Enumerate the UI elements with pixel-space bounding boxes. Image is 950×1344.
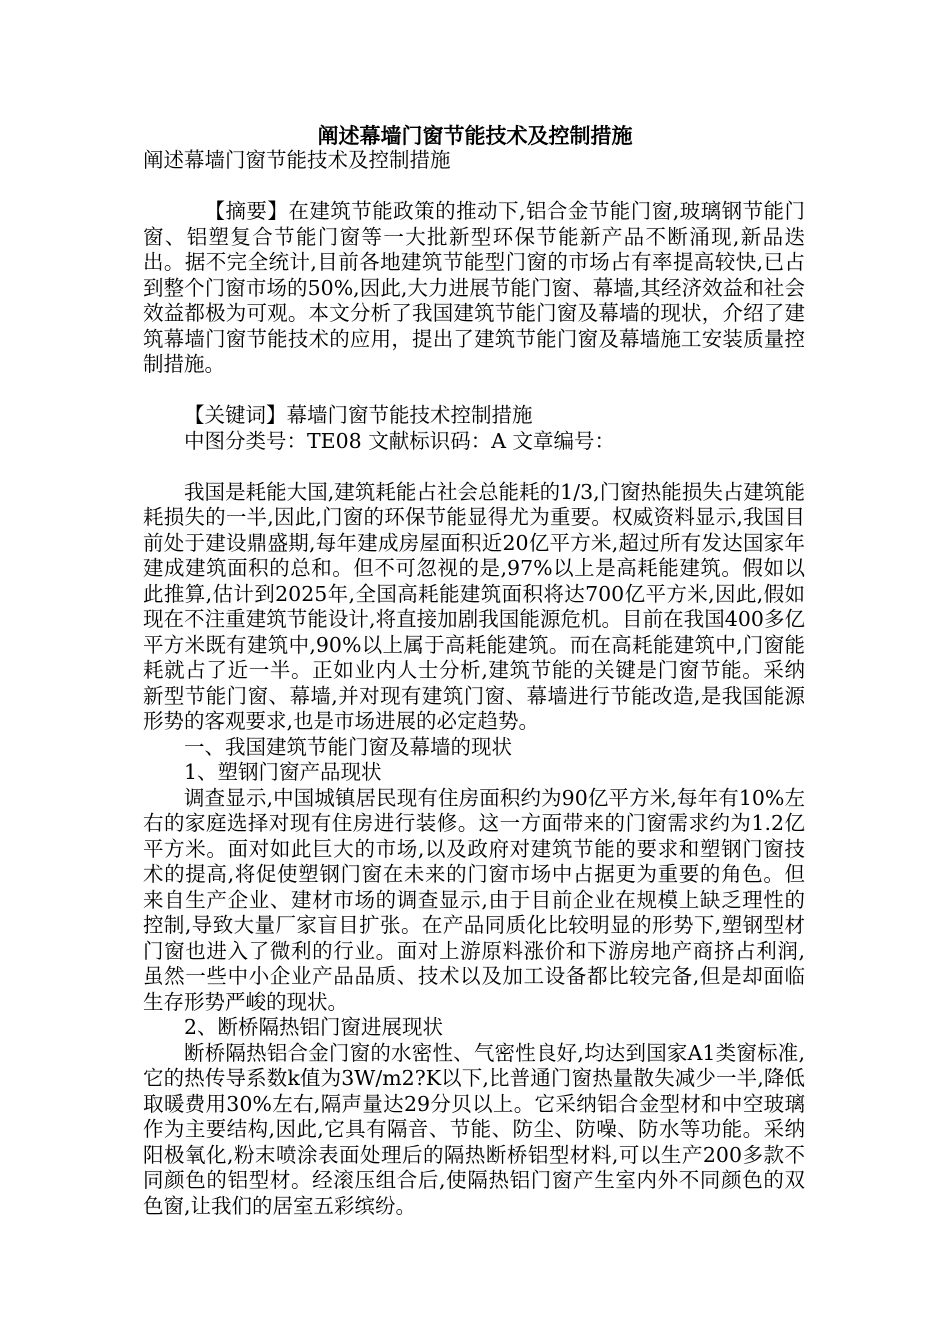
section-heading: 一、我国建筑节能门窗及幕墙的现状 (184, 734, 512, 759)
keywords-line: 【关键词】幕墙门窗节能技术控制措施 (184, 403, 533, 427)
document-title: 阐述幕墙门窗节能技术及控制措施 (317, 123, 633, 148)
document-body (143, 148, 805, 1219)
spacer (143, 174, 805, 200)
intro-paragraph: 我国是耗能大国,建筑耗能占社会总能耗的1/3,门窗热能损失占建筑能耗损失的一半,因此,门窗的环保节能显得尤为重要。权威资料显示,我国目前处于建设鼎盛期,每年建成房屋面积近20亿平方米,超过所有发达国家年建成建筑面积的总和。但不可忽视的是,97%以上是高耗能建筑。假如以此推算,估计到2025年,全国高耗能建筑面积将达700亿平方米,因此,假如现在不注重建筑节能设计,将直接加剧我国能源危机。目前在我国400多亿平方米既有建筑中,90%以上属于高耗能建筑。而在高耗能建筑中,门窗能耗就占了近一半。正如业内人士分析,建筑节能的关键是门窗节能。采纳新型节能门窗、幕墙,并对现有建筑门窗、幕墙进行节能改造,是我国能源形势的客观要求,也是市场进展的必定趋势。 (143, 479, 805, 733)
classification-line: 中图分类号：TE08 文献标识码：A 文章编号： (184, 428, 616, 453)
subsection-heading: 1、塑钢门窗产品现状 (184, 760, 382, 784)
body-paragraph: 断桥隔热铝合金门窗的水密性、气密性良好,均达到国家A1类窗标准,它的热传导系数k值为3W/m2?K以下,比普通门窗热量散失减少一半,降低取暖费用30%左右,隔声量达29分贝以上。它采纳铝合金型材和中空玻璃作为主要结构,因此,它具有隔音、节能、防尘、防噪、防水等功能。采纳阳极氧化,粉末喷涂表面处理后的隔热断桥铝型材料,可以生产200多款不同颜色的铝型材。经滚压组合后,使隔热铝门窗产生室内外不同颜色的双色窗,让我们的居室五彩缤纷。 (143, 1040, 805, 1218)
spacer (143, 454, 805, 480)
body-paragraph: 调查显示,中国城镇居民现有住房面积约为90亿平方米,每年有10%左右的家庭选择对现有住房进行装修。这一方面带来的门窗需求约为1.2亿平方米。面对如此巨大的市场,以及政府对建筑节能的要求和塑钢门窗技术的提高,将促使塑钢门窗在未来的门窗市场中占据更为重要的角色。但来自生产企业、建材市场的调查显示,由于目前企业在规模上缺乏理性的控制,导致大量厂家盲目扩张。在产品同质化比较明显的形势下,塑钢型材门窗也进入了微利的行业。面对上游原料涨价和下游房地产商挤占利润,虽然一些中小企业产品品质、技术以及加工设备都比较完备,但是却面临生存形势严峻的现状。 (143, 785, 805, 1014)
subsection-heading: 2、断桥隔热铝门窗进展现状 (184, 1015, 444, 1039)
document-subtitle: 阐述幕墙门窗节能技术及控制措施 (143, 148, 451, 172)
spacer (143, 378, 805, 404)
abstract-paragraph: 【摘要】在建筑节能政策的推动下,铝合金节能门窗,玻璃钢节能门窗、铝塑复合节能门窗等一大批新型环保节能新产品不断涌现,新品迭出。据不完全统计,目前各地建筑节能型门窗的市场占有率提高较快,已占到整个门窗市场的50%,因此,大力进展节能门窗、幕墙,其经济效益和社会效益都极为可观。本文分析了我国建筑节能门窗及幕墙的现状，介绍了建筑幕墙门窗节能技术的应用，提出了建筑节能门窗及幕墙施工安装质量控制措施。 (143, 199, 805, 376)
